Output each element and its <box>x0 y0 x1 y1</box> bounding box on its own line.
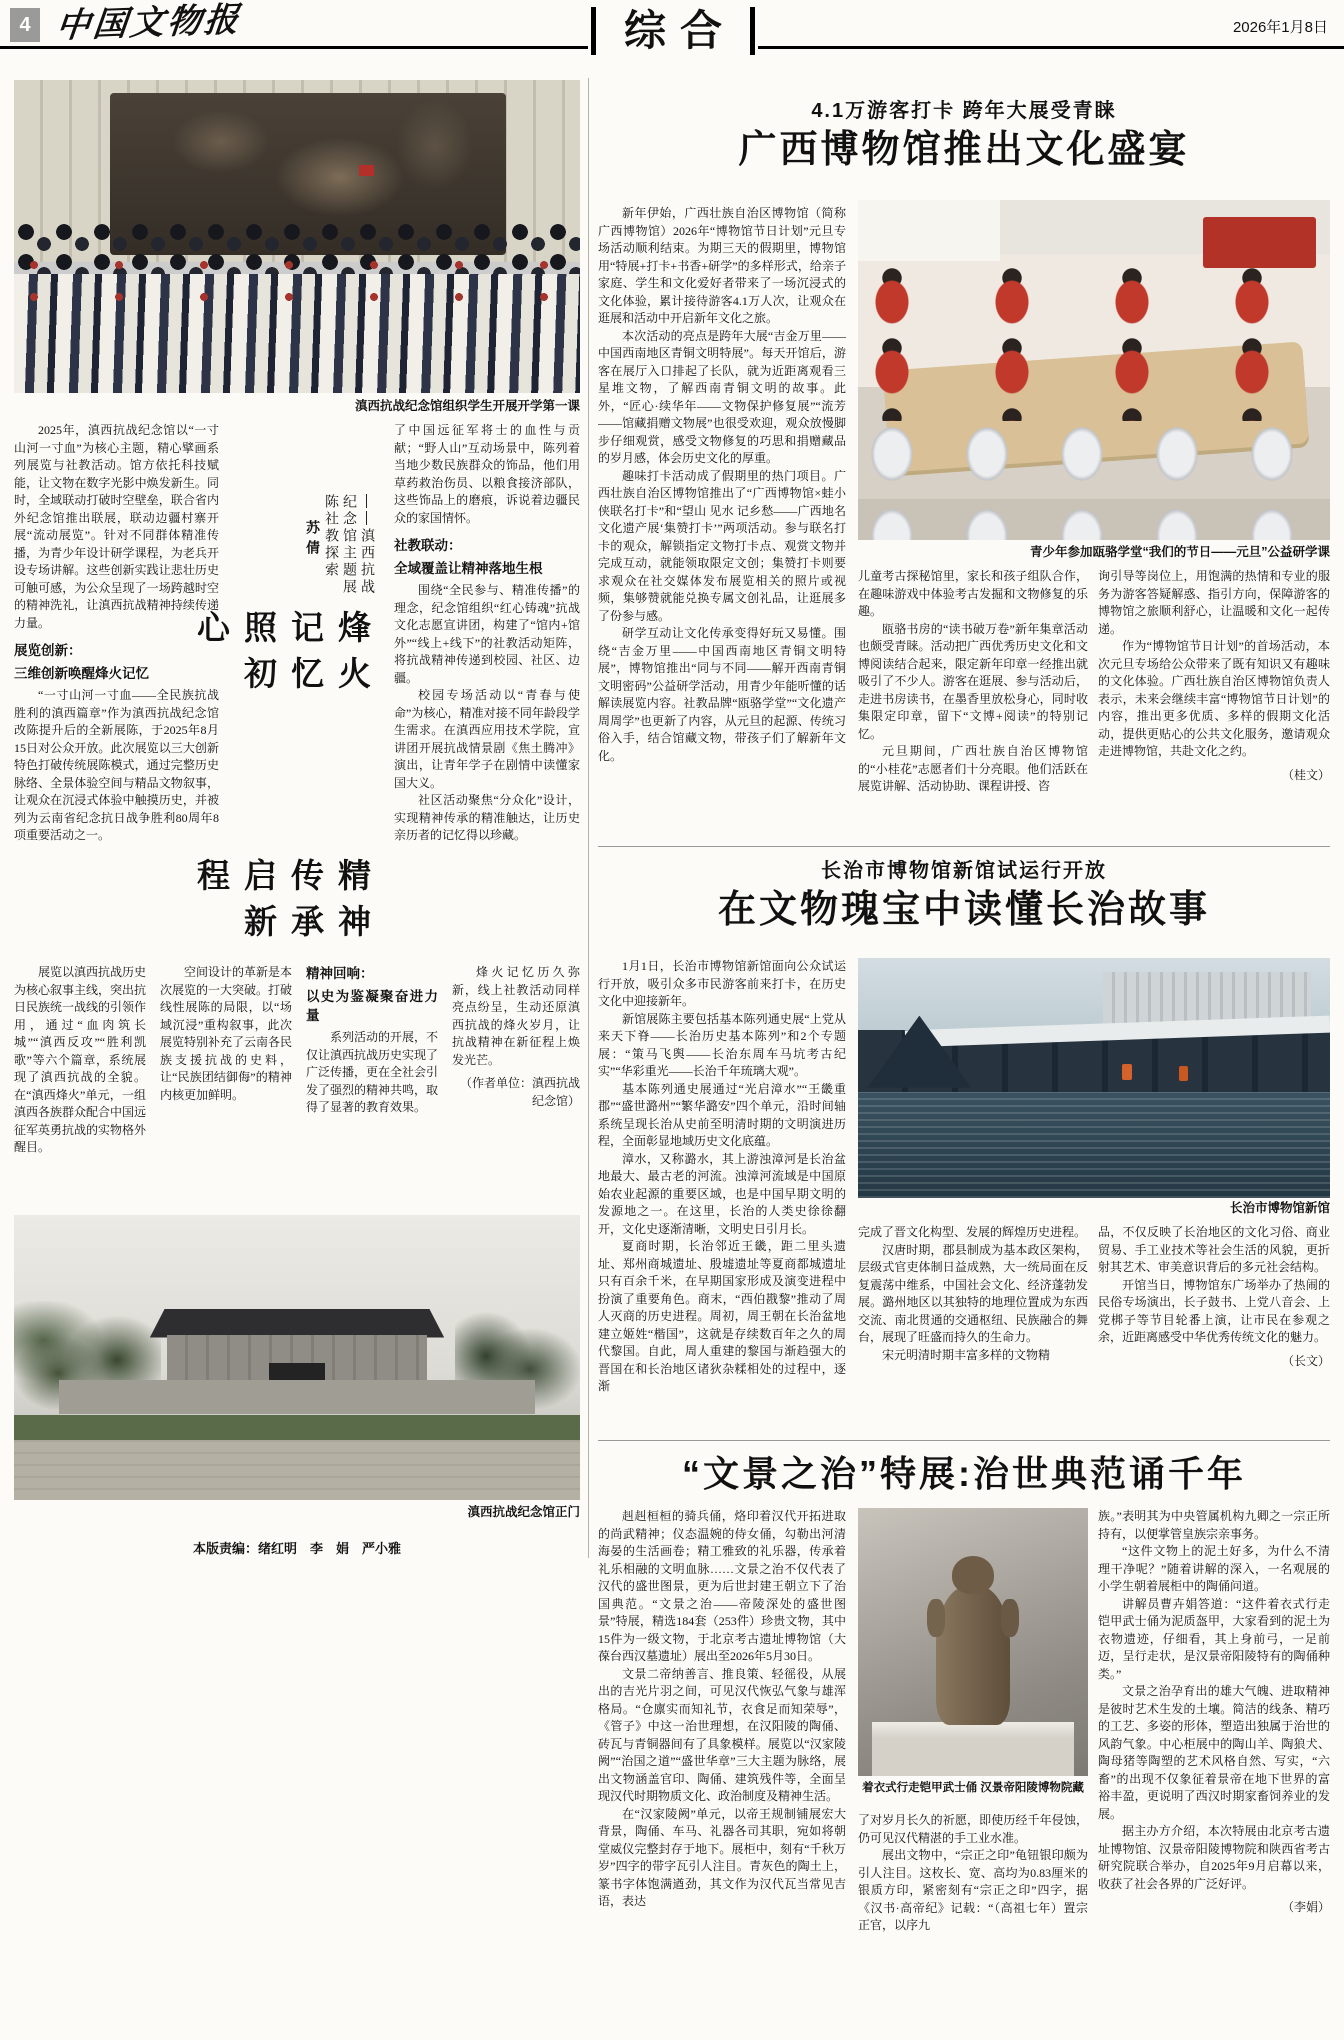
body-paragraph: 赳赳桓桓的骑兵俑，烙印着汉代开拓进取的尚武精神；仪态温婉的侍女俑，勾勒出河清海晏的生活画卷；精工雅致的礼乐器，传承着礼乐相融的文明血脉……文景之治不仅代表了汉代的盛世图景，更为后世封建王朝立下了治国典范。“文景之治——帝陵深处的盛世图景”特展，精选184套（253件）珍贵文物，其中15件为一级文物，于北京考古遗址博物馆（大葆台西汉墓遗址）展出至2026年5月30日。 <box>598 1509 846 1663</box>
section-head: 展览创新： <box>14 643 82 658</box>
photo-art-layer <box>1122 1064 1132 1080</box>
guangxi-col1 <box>598 205 846 821</box>
photo-art-layer <box>14 1440 580 1500</box>
body-paragraph: 了中国远征军将士的血性与贡献；“野人山”互动场景中，陈列着当地少数民族群众的饰品，他们用草药救治伤员、以粮食接济部队，这些饰品上的磨痕，诉说着边疆民众的家国情怀。 <box>394 423 580 525</box>
body-paragraph: 瓯骆书房的“读书破万卷”新年集章活动也颇受青睐。活动把广西优秀历史文化和文博阅读结合起来，限定新年印章一经推出就吸引了不少人。游客在逛展、参与活动后，走进书房读书，在墨香里放松身心，同时收集限定印章，留下“文博+阅读”的特别记忆。 <box>858 621 1088 741</box>
body-paragraph: “这件文物上的泥土好多，为什么不清理干净呢？”随着讲解的深入，一名观展的小学生朝着展柜中的陶俑问道。 <box>1098 1544 1330 1593</box>
guangxi-activity-photo <box>858 200 1330 540</box>
body-paragraph: 开馆当日，博物馆东广场举办了热闹的民俗专场演出，长子鼓书、上党八音会、上党梆子等节目轮番上演，让市民在参观之余，近距离感受中华优秀传统文化的魅力。 <box>1098 1277 1330 1344</box>
masthead-logo: 中国文物报 <box>54 1 243 46</box>
wenjing-col1 <box>598 1508 846 2006</box>
body-paragraph: 汉唐时期，郡县制成为基本政区架构，层级式官吏体制日益成熟，大一统局面在反复震荡中维系，中国社会文化、经济蓬勃发展。潞州地区以其独特的地理位置成为东西交流、南北贯通的交通枢纽、民族融合的舞台，展现了旺盛而持久的生命力。 <box>858 1242 1088 1344</box>
body-paragraph: 围绕“全民参与、精准传播”的理念，纪念馆组织“红心铸魂”抗战文化志愿宣讲团，构建了“馆内+馆外”“线上+线下”的社教活动矩阵，将抗战精神传递到校园、社区、边疆。 <box>394 583 580 685</box>
dianxi-vertical-headline <box>192 424 382 956</box>
dianxi-hall-photo <box>14 80 580 393</box>
body-paragraph: 品，不仅反映了长治地区的文化习俗、商业贸易、手工业技术等社会生活的风貌，更折射其艺术、审美意识背后的多元社会结构。 <box>1098 1225 1330 1274</box>
photo-art-layer <box>936 1586 1010 1725</box>
body-paragraph: “一寸山河一寸血——全民族抗战胜利的滇西篇章”作为滇西抗战纪念馆改陈提升后的全新展陈，于2025年8月15日对公众开放。此次展览以三大创新特色打破传统展陈模式，通过完整历史脉络、全景体验空间与精品文物叙事，让观众在沉浸式体验中触摸历史，并被列为云南省纪念抗日战争胜利80周年8项重要活动之一。 <box>14 688 219 842</box>
section-head: 三维创新唤醒烽火记忆 <box>14 666 149 681</box>
author-unit: （作者单位：滇西抗战纪念馆） <box>459 1076 580 1108</box>
body-paragraph: 在“汉家陵阙”单元，以帝王规制铺展宏大背景，陶俑、车马、礼器各司其职，宛如将朝堂威仪完整封存于地下。展柜中，刻有“千秋万岁”四字的带字瓦引人注目。青灰色的陶土上，篆书字体饱满遒劲，其文作为汉代瓦当常见吉语，表达 <box>598 1806 846 1908</box>
body-paragraph: 宋元明清时期丰富多样的文物精 <box>882 1347 1051 1362</box>
byline: （长文） <box>1281 1353 1330 1368</box>
photo-art-layer <box>858 268 1330 421</box>
body-paragraph: 趣味打卡活动成了假期里的热门项目。广西壮族自治区博物馆推出了“广西博物馆×蛙小侠联名打卡”和“望山 见水 记乡愁——广西地名文化遗产展‘集赞打卡’”两项活动。参与联名打卡的观众，解锁指定文物打卡点、观赏文物并完成互动，就能领取限定文创；集赞打卡则要求观众在社交媒体发布展览相关的照片或视频，集够赞就能兑换专属文创礼品，让逛展多了份参与感。 <box>598 468 846 623</box>
section-head: 社教联动： <box>394 538 462 553</box>
body-paragraph: 基本陈列通史展通过“光启漳水”“王畿重郡”“盛世潞州”“繁华潞安”四个单元，沿时间轴系统呈现长治从史前至明清时期的文明演进历程，全面彰显地域历史文化底蕴。 <box>598 1081 846 1148</box>
body-paragraph: 元旦期间，广西壮族自治区博物馆的“小桂花”志愿者们十分亮眼。他们活跃在展览讲解、活动协助、课程讲授、咨 <box>858 744 1088 793</box>
photo-art-layer <box>14 1415 580 1441</box>
photo-art-layer <box>858 1092 1330 1198</box>
body-paragraph: 新馆展陈主要包括基本陈列通史展“上党从来天下脊——长治历史基本陈列”和2个专题展：“策马飞舆——长治东周车马坑考古纪实”“华彩重光——长治千年琉璃大观”。 <box>598 1011 846 1078</box>
section-bar-right <box>750 7 755 55</box>
guangxi-title: 广西博物馆推出文化盛宴 <box>738 129 1190 171</box>
guangxi-col3 <box>1098 568 1330 820</box>
photo-art-layer <box>359 165 374 176</box>
dianxi-gate-photo-caption: 滇西抗战纪念馆正门 <box>467 1505 580 1519</box>
changzhi-col3 <box>1098 1224 1330 1432</box>
body-paragraph: 了对岁月长久的祈愿，即使历经千年侵蚀，仍可见汉代精湛的手工业水准。 <box>858 1813 1088 1845</box>
wenjing-photo-caption: 着衣式行走铠甲武士俑 汉景帝阳陵博物院藏 <box>862 1782 1084 1794</box>
body-paragraph: 完成了晋文化构型、发展的辉煌历史进程。 <box>858 1225 1087 1239</box>
headline-author: 苏倩 <box>305 520 321 560</box>
body-paragraph: 文景二帝纳善言、推良策、轻徭役，从展出的吉光片羽之间，可见汉代恢弘气象与雄浑格局。“仓廪实而知礼节，衣食足而知荣辱”，《管子》中这一治世理想，在汉阳陵的陶俑、砖瓦与青铜器间有了具象模样。展览以“汉家陵阙”“治国之道”“盛世华章”三大主题为脉络，展出文物涵盖官印、陶俑、建筑残件等，全面呈现汉代时期物质文化、政治制度及精神生活。 <box>598 1666 846 1803</box>
headline-subtitle: ——滇西抗战纪念馆主题展陈社教探索 <box>324 494 376 596</box>
dianxi-row2-col1 <box>14 964 146 1210</box>
body-paragraph: 据主办方介绍，本次特展由北京考古遗址博物馆、汉景帝阳陵博物院和陕西省考古研究院联合举办，自2025年9月启幕以来，收获了社会各界的广泛好评。 <box>1098 1824 1330 1891</box>
wenjing-title: “文景之治”特展:治世典范诵千年 <box>682 1453 1246 1494</box>
body-paragraph: 1月1日，长治市博物馆新馆面向公众试运行开放，吸引众多市民游客前来打卡，在历史文化中迎接新年。 <box>598 959 846 1008</box>
body-paragraph: 社区活动聚焦“分众化”设计，实现精神传承的精准触达，让历史亲历者的记忆得以珍藏。 <box>394 793 580 842</box>
section-bar-left <box>591 7 596 55</box>
changzhi-photo-caption: 长治市博物馆新馆 <box>1229 1201 1330 1215</box>
photo-art-layer <box>1001 1599 1019 1637</box>
guangxi-col2 <box>858 568 1088 820</box>
photo-art-layer <box>1203 217 1316 268</box>
headline-subtitle-column <box>235 424 377 604</box>
dianxi-row2-col3 <box>306 964 438 1210</box>
wenjing-col3 <box>1098 1508 1330 2006</box>
body-paragraph: 系列活动的开展，不仅让滇西抗战历史实现了广泛传播，更在全社会引发了强烈的精神共鸣，取得了显著的教育效果。 <box>306 1030 438 1114</box>
body-paragraph: 讲解员曹卉娟答道：“这件着衣式行走铠甲武士俑为泥质盔甲，大家看到的泥土为衣物遗迹，仔细看，其上身前弓，一足前迈，呈行走状，是汉景帝阳陵特有的陶俑种类。” <box>1098 1596 1330 1681</box>
body-paragraph: 漳水，又称潞水，其上游浊漳河是长治盆地最大、最古老的河流。浊漳河流域是中国原始农业起源的重要区域，也是中国早期文明的发源地之一。在这里，长治的人类史徐徐翻开，文化史逐渐清晰，文明史日引月长。 <box>598 1151 846 1236</box>
wenjing-figurine-photo <box>858 1508 1088 1776</box>
changzhi-col2 <box>858 1224 1088 1432</box>
section-head: 全域覆盖让精神落地生根 <box>394 561 543 576</box>
body-paragraph: 夏商时期，长治邻近王畿，距二里头遗址、郑州商城遗址、殷墟遗址等夏商都城遗址只有百余千米，在早期国家形成及演变进程中扮演了重要角色。商末，“西伯戡黎”推动了周人灭商的历史进程。周初，周王朝在长治盆地建立姬姓“楷国”，这就是存续数百年之久的周代黎国。自此，周人重建的黎国与渐趋强大的晋国在和长治地区诸狄杂糅相处的过程中，逐渐 <box>598 1239 846 1393</box>
body-paragraph: 新年伊始，广西壮族自治区博物馆（简称广西博物馆）2026年“博物馆节日计划”元旦专场活动顺利结束。为期三天的假期里，博物馆用“特展+打卡+书香+研学”的多样形式，给亲子家庭、学生和文化爱好者带来了一场沉浸式的文化体验，累计接待游客4.1万人次，让观众在逛展和活动中开启新年文化之旅。 <box>598 206 846 325</box>
changzhi-title: 在文物瑰宝中读懂长治故事 <box>717 889 1210 931</box>
dianxi-row2-col2 <box>160 964 292 1210</box>
changzhi-col1 <box>598 958 846 1432</box>
section-title: 综合 <box>623 7 736 54</box>
dianxi-row2-col4 <box>452 964 580 1210</box>
body-paragraph: 2025年，滇西抗战纪念馆以“一寸山河一寸血”为核心主题，精心擘画系列展览与社教活动。馆方依托科技赋能，让文物在数字光影中焕发新生。同时，全域联动打破时空壁垒，联合省内外纪念馆推出联展，联动边疆村寨开展“流动展览”。针对不同群体精准传播，为青少年设计研学课程，为老兵开设专场讲解。这些创新实践让悲壮历史可触可感，为公众呈现了一场跨越时空的精神洗礼，让滇西抗战精神持续传递力量。 <box>14 423 219 630</box>
issue-date: 2026年1月8日 <box>1232 19 1328 36</box>
body-paragraph: 族。”表明其为中央管属机构九卿之一宗正所持有，以便掌管皇族宗亲事务。 <box>1098 1509 1330 1541</box>
body-paragraph: 校园专场活动以“青春与使命”为核心，精准对接不同年龄段学生需求。在滇西应用技术学院，宣讲团开展抗战情景剧《焦土腾冲》演出，让青年学子在剧情中读懂家国大义。 <box>394 688 580 790</box>
photo-art-layer <box>14 255 580 311</box>
photo-art-layer <box>872 1722 1074 1776</box>
article-divider-rule <box>598 1440 1330 1441</box>
photo-art-layer <box>858 200 1000 261</box>
page-number: 4 <box>10 8 40 42</box>
section-head: 精神回响： <box>306 966 374 981</box>
photo-art-layer <box>1179 1066 1188 1081</box>
dianxi-hall-photo-caption: 滇西抗战纪念馆组织学生开展开学第一课 <box>354 399 580 413</box>
dianxi-gate-photo <box>14 1215 580 1500</box>
photo-art-layer <box>952 1556 993 1594</box>
body-paragraph: 研学互动让文化传承变得好玩又易懂。围绕“吉金万里——中国西南地区青铜文明特展”，博物馆推出“同与不同——解开西南青铜文明密码”公益研学活动，用青少年能听懂的话解读展览内容。社教品牌“瓯骆学堂”“文化遗产周周学”也更新了内容，从元旦的起源、传统习俗入手，结合馆藏文物，带孩子们了解新年文化。 <box>598 626 846 763</box>
guangxi-photo-caption: 青少年参加瓯骆学堂“我们的节日——元旦”公益研学课 <box>1029 545 1330 559</box>
changzhi-museum-photo <box>858 958 1330 1198</box>
body-paragraph: 儿童考古探秘馆里，家长和孩子组队合作，在趣味游戏中体验考古发掘和文物修复的乐趣。 <box>858 569 1088 618</box>
byline: （李娟） <box>1281 1900 1330 1914</box>
changzhi-kicker: 长治市博物馆新馆试运行开放 <box>821 860 1107 882</box>
column-divider <box>588 78 589 1558</box>
body-paragraph: 展览以滇西抗战历史为核心叙事主线，突出抗日民族统一战线的引领作用，通过“血肉筑长城”“滇西反攻”“胜利凯歌”等六个篇章，系统展现了滇西抗战的全貌。在“滇西烽火”单元，一组滇西各族群众配合中国远征军英勇抗战的实物格外醒目。 <box>14 965 146 1154</box>
body-paragraph: 展出文物中，“宗正之印”龟钮银印颇为引人注目。这枚长、宽、高均为0.83厘米的银质方印，紧密刻有“宗正之印”四字，据《汉书·高帝纪》记载：“（高祖七年）置宗正官，以序九 <box>858 1848 1088 1932</box>
body-paragraph: 文景之治孕育出的雄大气魄、进取精神是彼时艺术生发的土壤。简洁的线条、精巧的工艺、多姿的形体，塑造出独属于治世的风韵气象。中心柜展中的陶山羊、陶狼犬、陶母猪等陶塑的艺术风格自然、写实，“六畜”的出现不仅象征着景帝在地下世界的富裕丰盈，更说明了西汉时期家畜饲养业的发展。 <box>1098 1684 1330 1821</box>
photo-art-layer <box>150 1309 444 1338</box>
headline-line-1: 烽火记忆照初心 <box>192 610 369 703</box>
photo-art-layer <box>927 1599 945 1637</box>
page-editors-line: 本版责编：绪红明 李 娟 严小雅 <box>192 1541 401 1556</box>
body-paragraph: 本次活动的亮点是跨年大展“吉金万里——中国西南地区青铜文明特展”。每天开馆后，游客在展厅入口排起了长队，就为近距离观看三星堆文物，了解西南青铜文明的故事。此外，“匠心·续华年——文物保护修复展”“流芳——馆藏捐赠文物展”也很受欢迎，观众放慢脚步仔细观赏，感受文物修复的巧思和捐赠藏品的岁月感，体会历史文化的厚重。 <box>598 328 846 465</box>
body-paragraph: 空间设计的革新是本次展览的一大突破。打破线性展陈的局限，以“场域沉浸”重构叙事，此次展览特别补充了云南各民族支援抗战的史料，让“民族团结御侮”的精神内核更加鲜明。 <box>160 965 292 1102</box>
body-paragraph: 烽火记忆历久弥新，线上社教活动同样亮点纷呈，生动还原滇西抗战的烽火岁月，让抗战精神在新征程上焕发光芒。 <box>452 965 580 1067</box>
section-head: 以史为鉴凝聚奋进力量 <box>306 989 438 1023</box>
photo-art-layer <box>59 1380 534 1414</box>
guangxi-kicker: 4.1万游客打卡 跨年大展受青睐 <box>811 100 1117 122</box>
dianxi-column-b <box>394 422 580 954</box>
article-divider-rule <box>598 846 1330 847</box>
photo-art-layer <box>858 418 1330 540</box>
body-paragraph: 询引导等岗位上，用饱满的热情和专业的服务为游客答疑解惑、指引方向，保障游客的博物馆之旅顺利舒心，让温暖和文化一起传递。 <box>1098 569 1330 636</box>
section-title-box <box>588 2 758 60</box>
wenjing-col2 <box>858 1812 1088 2006</box>
headline-line-2: 精神传承启新程 <box>192 858 369 951</box>
body-paragraph: 作为“博物馆节日计划”的首场活动，本次元旦专场给公众带来了既有知识又有趣味的文化体验。广西壮族自治区博物馆负责人表示，未来会继续丰富“博物馆节日计划”的内容，推出更多优质、多样的假期文化活动，提供更贴心的公共文化服务，邀请观众走进博物馆，共赴文化之约。 <box>1098 639 1330 758</box>
byline: （桂文） <box>1281 767 1330 782</box>
